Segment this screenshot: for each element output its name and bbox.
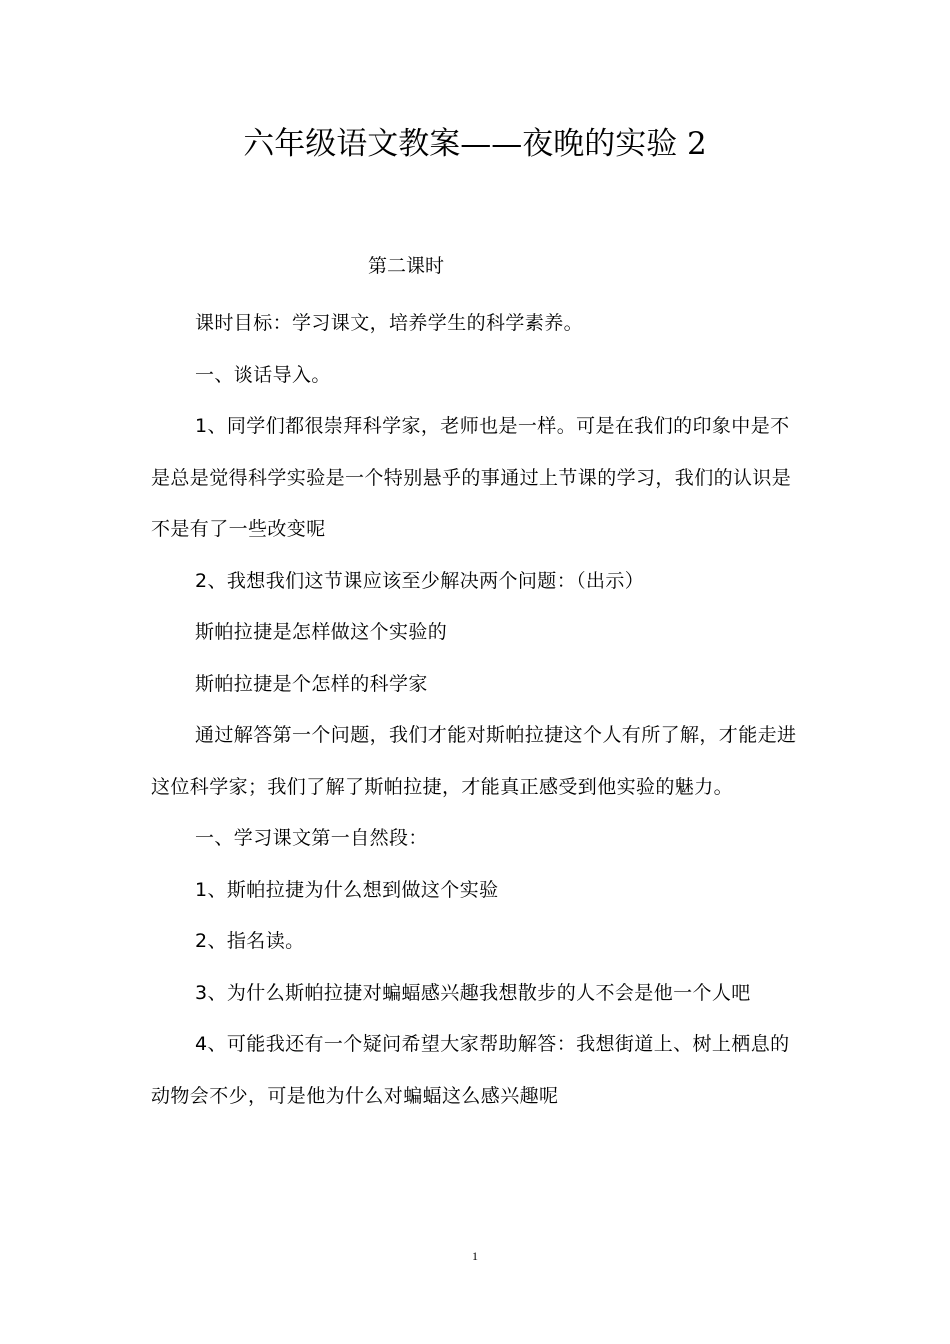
paragraph-first-item-2: 2、指名读。 — [195, 930, 305, 952]
paragraph-intro-item-2: 2、我想我们这节课应该至少解决两个问题：（出示） — [195, 569, 645, 592]
paragraph-intro-item-1: 1、同学们都很崇拜科学家，老师也是一样。可是在我们的印象中是不是总是觉得科学实验是一个特别悬乎的事通过上节课的学习，我们的认识是不是有了一些改变呢 — [151, 415, 792, 540]
page-number: 1 — [472, 1249, 478, 1263]
paragraph-first-item-4: 4、可能我还有一个疑问希望大家帮助解答：我想街道上、树上栖息的动物会不少，可是他为什么对蝙蝠这么感兴趣呢 — [151, 1033, 790, 1107]
document-body — [151, 298, 803, 1122]
paragraph-section-first: 一、学习课文第一自然段： — [195, 827, 428, 849]
lesson-period-heading: 第二课时 — [368, 255, 445, 277]
paragraph-question-1: 斯帕拉捷是怎样做这个实验的 — [195, 621, 448, 643]
paragraph-explanation: 通过解答第一个问题，我们才能对斯帕拉捷这个人有所了解，才能走进这位科学家；我们了解了斯帕拉捷，才能真正感受到他实验的魅力。 — [151, 724, 797, 798]
paragraph-section-intro: 一、谈话导入。 — [195, 363, 331, 386]
paragraph-first-item-1: 1、斯帕拉捷为什么想到做这个实验 — [195, 878, 499, 901]
paragraph-lesson-goal: 课时目标：学习课文，培养学生的科学素养。 — [195, 312, 584, 334]
document-title: 六年级语文教案——夜晚的实验 2 — [243, 126, 707, 162]
paragraph-question-2: 斯帕拉捷是个怎样的科学家 — [195, 672, 428, 695]
paragraph-first-item-3: 3、为什么斯帕拉捷对蝙蝠感兴趣我想散步的人不会是他一个人吧 — [195, 981, 751, 1004]
